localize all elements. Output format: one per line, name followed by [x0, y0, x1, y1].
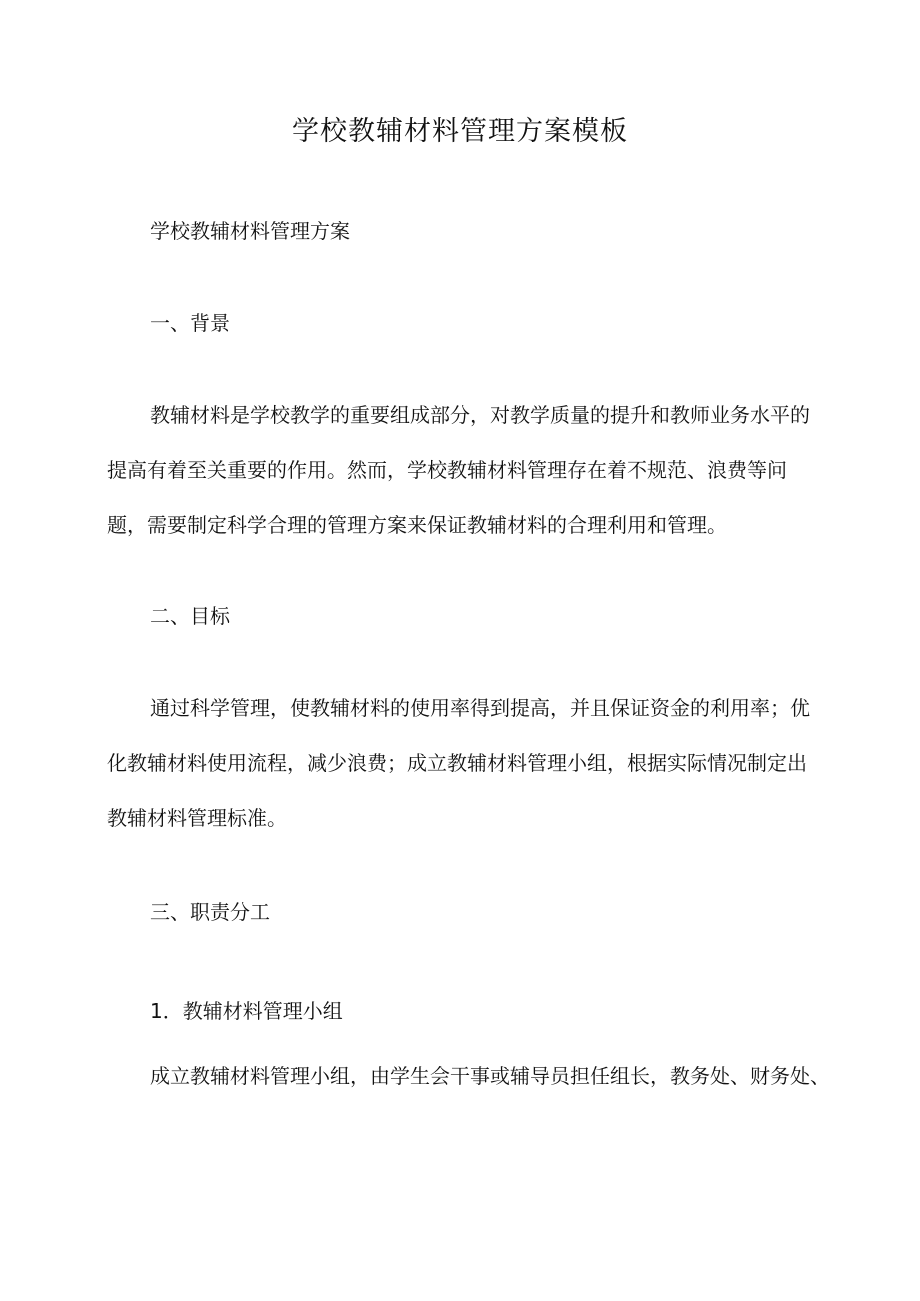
document-subtitle: 学校教辅材料管理方案: [150, 219, 350, 243]
section-heading-background: 一、背景: [150, 311, 230, 335]
paragraph-line: 通过科学管理，使教辅材料的使用率得到提高，并且保证资金的利用率；优: [150, 696, 810, 720]
section-heading-goals: 二、目标: [150, 604, 230, 628]
subsection-heading-management-group: 1．教辅材料管理小组: [150, 999, 343, 1023]
paragraph-line: 教辅材料是学校教学的重要组成部分，对教学质量的提升和教师业务水平的: [150, 403, 810, 427]
paragraph-line: 题，需要制定科学合理的管理方案来保证教辅材料的合理利用和管理。: [107, 513, 727, 537]
paragraph-line: 教辅材料管理标准。: [107, 806, 287, 830]
section-heading-duties: 三、职责分工: [150, 900, 270, 924]
paragraph-line: 提高有着至关重要的作用。然而，学校教辅材料管理存在着不规范、浪费等问: [107, 458, 787, 482]
paragraph-line: 化教辅材料使用流程，减少浪费；成立教辅材料管理小组，根据实际情况制定出: [107, 751, 807, 775]
document-title: 学校教辅材料管理方案模板: [292, 116, 628, 147]
paragraph-line: 成立教辅材料管理小组，由学生会干事或辅导员担任组长，教务处、财务处、: [150, 1064, 830, 1088]
